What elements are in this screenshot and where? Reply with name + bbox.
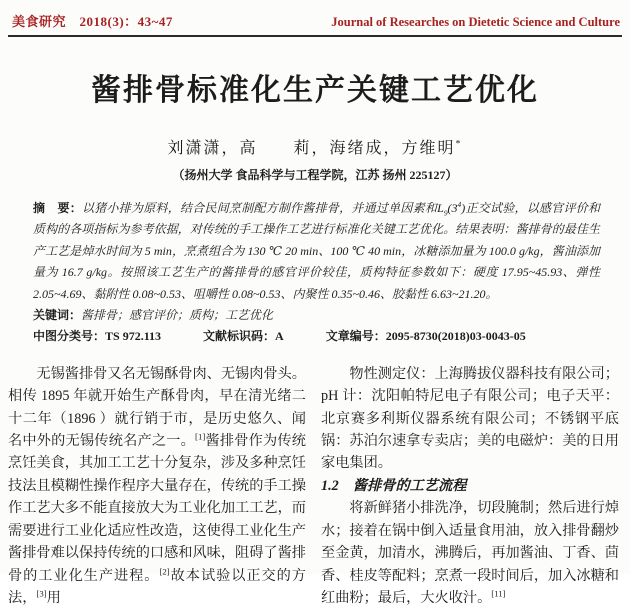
left-paragraph: 无锡酱排骨又名无锡酥骨肉、无锡肉骨头。相传 1895 年就开始生产酥骨肉，早在清光绪二十二年（1896 ）就行销于市，是历史悠久、闻名中外的无锡传统名产之一。[1]酱排骨作为传统烹饪美食，其加工工艺十分复杂，涉及多种烹饪技法且模糊性操作程序大量存在，传统的手工操作工艺大多不能直接放大为工业化加工工艺，而需要进行工业化适应性改造，这使得工业化生产酱排骨难以保持传统的口感和风味，阻碍了酱排骨的工业化生产进程。[2]故本试验以正交的方法，[3]用	[8, 365, 306, 606]
journal-name-en: Journal of Researches on Dietetic Science and Culture	[331, 15, 620, 29]
article-id-value: 2095-8730(2018)03-0043-05	[385, 329, 526, 344]
authors-line: 刘潇潇，高 莉，海绪成，方维明*	[167, 138, 463, 157]
clc-pair	[33, 326, 161, 347]
right-paragraph-process: 将新鲜猪小排洗净，切段腌制；然后进行焯水；接着在锅中倒入适量食用油，放入排骨翻炒至金黄，加清水，沸腾后，再加酱油、丁香、茴香、桂皮等配料；烹煮一段时间后，加入冰糖和红曲粉；最后，大火收汁。[11]	[321, 500, 619, 606]
left-column	[8, 363, 306, 609]
keywords-value: 酱排骨；感官评价；质构；工艺优化	[81, 308, 274, 323]
journal-header	[0, 0, 630, 35]
body-columns	[8, 363, 620, 609]
abstract-label: 摘 要：	[33, 201, 82, 215]
article-id-label: 文章编号：	[325, 329, 386, 344]
keywords-label: 关键词：	[33, 308, 82, 323]
right-column	[321, 363, 619, 609]
meta-row	[33, 326, 600, 347]
header-rule	[8, 35, 622, 37]
abstract-block	[33, 198, 600, 305]
abstract-text: 以猪小排为原料，结合民间烹制配方制作酱排骨，并通过单因素和$L_9(3^4)$正交试验，以感官评价和质构的各项指标为参考依据，对传统的手工操作工艺进行标准化关键工艺优化。结果表明：酱排骨的最佳生产工艺是焯水时间为 5 min，烹煮组合为 130 ℃ 20 min、100 ℃ 40 min，冰糖添加量为 100.0 g/kg，酱油添加量为 16.7 g/kg。按照该工艺生产的酱排骨的感官评价较佳，质构特征参数如下：硬度 17.95~45.93、弹性 2.05~4.69、黏附性 0.08~0.53、咀嚼性 0.08~0.53、内聚性 0.35~0.46、胶黏性 6.63~21.20。	[33, 200, 600, 301]
clc-label: 中图分类号：	[33, 329, 106, 344]
doc-code-pair	[203, 326, 284, 347]
doc-code-value: A	[275, 329, 284, 344]
paper-title: 酱排骨标准化生产关键工艺优化	[91, 74, 539, 107]
affiliation-line: （扬州大学 食品科学与工程学院，江苏 扬州 225127）	[172, 168, 458, 182]
article-id-pair	[326, 326, 526, 347]
section-heading-1-2: 1.2 酱排骨的工艺流程	[321, 477, 467, 494]
right-paragraph-instruments: 物性测定仪：上海腾拔仪器科技有限公司；pH 计：沈阳帕特尼电子有限公司；电子天平：北京赛多利斯仪器系统有限公司；不锈钢平底锅：苏泊尔速拿专卖店；美的电磁炉：美的日用家电集团。	[321, 365, 619, 472]
clc-value: TS 972.113	[105, 329, 162, 344]
keywords-row	[33, 305, 600, 326]
journal-name-cn: 美食研究 2018(3)：43~47	[12, 14, 173, 29]
doc-code-label: 文献标识码：	[203, 329, 276, 344]
